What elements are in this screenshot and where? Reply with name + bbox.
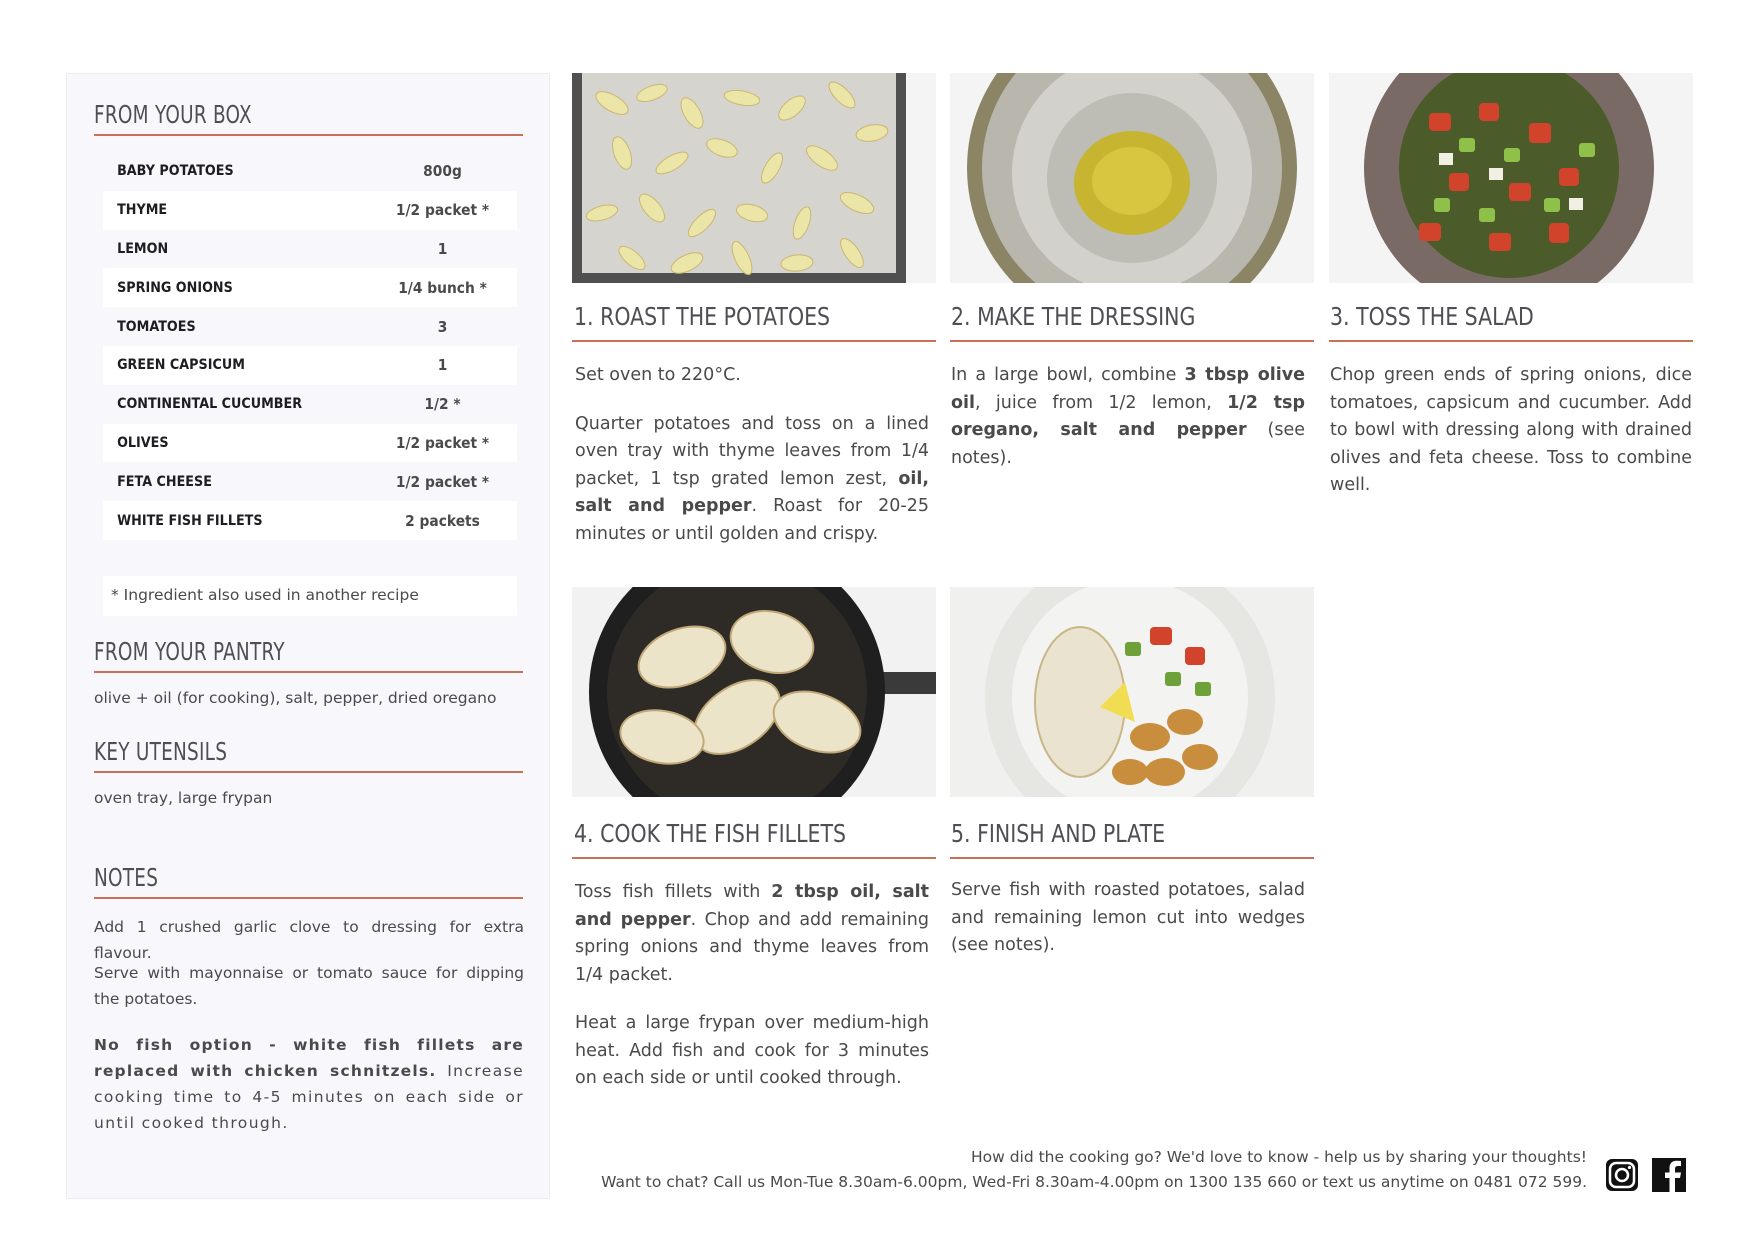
ingredient-name: CONTINENTAL CUCUMBER [117, 396, 303, 413]
section-rule [94, 134, 523, 136]
step-text-part: Toss fish fillets with [575, 882, 772, 902]
step-2-text [951, 362, 1305, 472]
utensils-text: oven tray, large frypan [94, 789, 273, 807]
notes-title: NOTES [94, 863, 159, 892]
step-5-title: 5. FINISH AND PLATE [951, 819, 1166, 848]
ingredient-qty: 800g [423, 162, 462, 181]
ingredient-qty: 1/2 packet * [395, 472, 490, 491]
step-4-text: Heat a large frypan over medium-high heat. Add fish and cook for 3 minutes on each side or until cooked through. [575, 1013, 929, 1088]
note-2: Serve with mayonnaise or tomato sauce for dipping the potatoes. [94, 964, 524, 1008]
ingredients-sidebar [66, 73, 550, 1199]
instagram-icon[interactable] [1604, 1157, 1640, 1193]
ingredient-name: LEMON [117, 240, 169, 257]
facebook-icon[interactable] [1651, 1157, 1687, 1193]
section-rule [94, 897, 523, 899]
ingredient-name: WHITE FISH FILLETS [117, 512, 263, 529]
step-1-text: Set oven to 220°C. [575, 365, 741, 385]
step-1-text [575, 411, 929, 549]
step-text-part: , juice from 1/2 lemon, [975, 392, 1228, 413]
step-4-title: 4. COOK THE FISH FILLETS [574, 819, 846, 848]
ingredient-name: GREEN CAPSICUM [117, 357, 245, 374]
ingredient-name: FETA CHEESE [117, 473, 212, 490]
ingredient-qty: 1/2 * [424, 395, 461, 414]
step-5-rule [950, 857, 1314, 859]
step-1-title: 1. ROAST THE POTATOES [574, 302, 831, 331]
ingredient-name: BABY POTATOES [117, 163, 234, 180]
step-text-part: . Chop and add remaining spring onions and thyme leaves from 1/4 packet. [575, 909, 929, 985]
ingredient-table [103, 152, 517, 540]
step-3-title: 3. TOSS THE SALAD [1330, 302, 1534, 331]
step-5-body [951, 877, 1305, 981]
from-your-box-title: FROM YOUR BOX [94, 100, 252, 129]
ingredient-qty: 1/2 packet * [395, 201, 490, 220]
toss-salad-photo [1329, 73, 1693, 283]
step-text-part: Quarter potatoes and toss on a lined oven tray with thyme leaves from 1/4 packet, 1 tsp grated lemon zest, [575, 413, 929, 489]
note-3 [94, 1032, 524, 1136]
step-2-rule [950, 340, 1314, 342]
ingredient-row [103, 385, 517, 424]
note-3-rest: Increase cooking time to 4-5 minutes on each side or until cooked through. [94, 1062, 525, 1132]
step-text-bold: 3 tbsp olive oil [951, 365, 1305, 413]
finish-plate-photo [950, 587, 1314, 797]
ingredient-qty: 3 [437, 317, 448, 336]
step-1-body [575, 362, 929, 569]
ingredient-note: * Ingredient also used in another recipe [103, 576, 517, 616]
step-text-bold: 1/2 tsp oregano, salt and pepper [951, 392, 1305, 440]
note-3-bold: No fish option - white fish fillets are replaced with chicken schnitzels. [94, 1036, 524, 1080]
ingredient-row [103, 346, 517, 385]
ingredient-row [103, 268, 517, 307]
step-text-bold: oil, salt and pepper [575, 468, 929, 516]
step-5-text: Serve fish with roasted potatoes, salad and remaining lemon cut into wedges (see notes). [951, 880, 1305, 955]
step-text-part: . Roast for 20-25 minutes or until golden and crispy. [575, 496, 929, 544]
step-3-body [1330, 362, 1692, 521]
ingredient-name: TOMATOES [117, 318, 196, 335]
step-text-part: In a large bowl, combine [951, 365, 1185, 385]
ingredient-qty: 1/2 packet * [395, 433, 490, 452]
ingredient-row [103, 191, 517, 230]
from-your-pantry-title: FROM YOUR PANTRY [94, 637, 285, 666]
section-rule [94, 671, 523, 673]
step-3-rule [1329, 340, 1693, 342]
footer-contact-text: Want to chat? Call us Mon-Tue 8.30am-6.00pm, Wed-Fri 8.30am-4.00pm on 1300 135 660 or text us anytime on 0481 072 599. [601, 1173, 1587, 1191]
step-text-bold: 2 tbsp oil, salt and pepper [575, 882, 929, 930]
step-4-text [575, 879, 929, 989]
ingredient-name: OLIVES [117, 434, 169, 451]
step-4-body [575, 879, 929, 1114]
ingredient-row [103, 307, 517, 346]
step-text-part: (see notes). [951, 420, 1305, 468]
cook-fish-photo [572, 587, 936, 797]
note-1: Add 1 crushed garlic clove to dressing for extra flavour. [94, 918, 524, 962]
step-3-text: Chop green ends of spring onions, dice tomatoes, capsicum and cucumber. Add to bowl with dressing along with drained olives and feta cheese. Toss to combine well. [1330, 365, 1692, 495]
pantry-text: olive + oil (for cooking), salt, pepper, dried oregano [94, 689, 497, 707]
ingredient-name: SPRING ONIONS [117, 279, 233, 296]
roast-potatoes-photo [572, 73, 936, 283]
ingredient-row [103, 424, 517, 463]
ingredient-qty: 1 [437, 239, 448, 258]
step-2-body [951, 362, 1305, 493]
ingredient-row [103, 501, 517, 540]
step-2-title: 2. MAKE THE DRESSING [951, 302, 1196, 331]
section-rule [94, 771, 523, 773]
ingredient-name: THYME [117, 202, 168, 219]
ingredient-qty: 1 [437, 356, 448, 375]
ingredient-row [103, 462, 517, 501]
ingredient-qty: 2 packets [405, 511, 480, 530]
footer-feedback-text: How did the cooking go? We'd love to know - help us by sharing your thoughts! [970, 1148, 1587, 1166]
key-utensils-title: KEY UTENSILS [94, 737, 228, 766]
make-dressing-photo [950, 73, 1314, 283]
ingredient-row [103, 152, 517, 191]
step-1-rule [572, 340, 936, 342]
ingredient-qty: 1/4 bunch * [398, 278, 487, 297]
step-4-rule [572, 857, 936, 859]
ingredient-row [103, 230, 517, 269]
